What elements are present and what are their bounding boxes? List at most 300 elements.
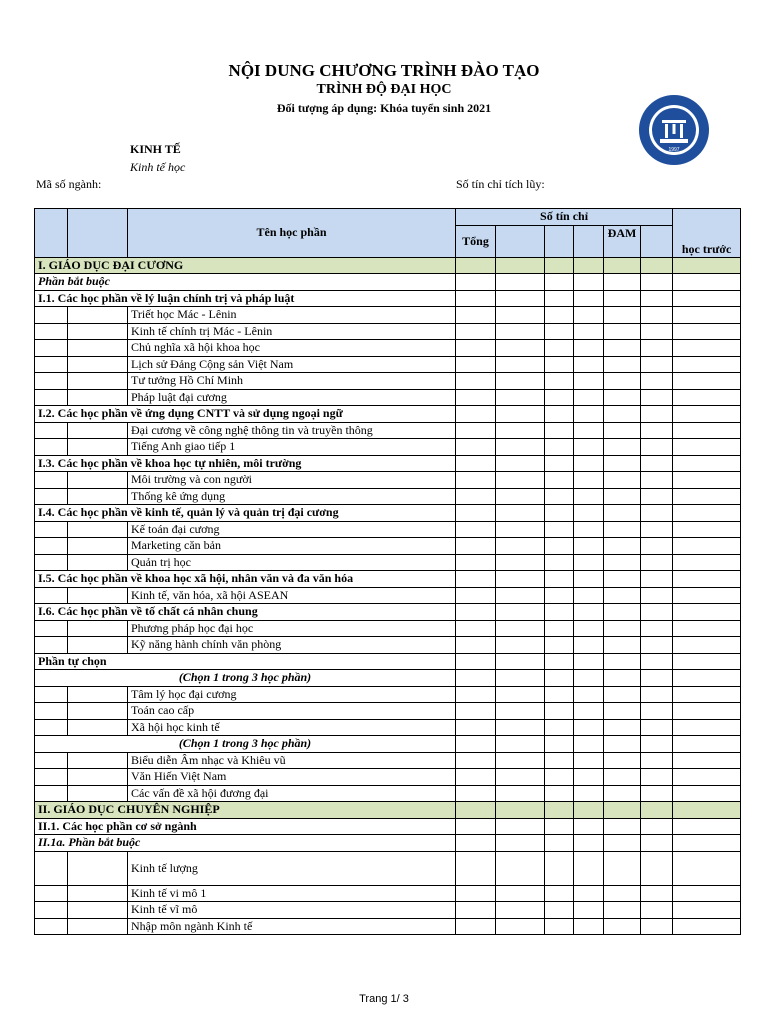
empty-cell: [574, 902, 604, 919]
empty-cell: [68, 472, 128, 489]
header-prerequisite: học trước: [673, 209, 741, 258]
empty-cell: [68, 620, 128, 637]
course-row: [35, 389, 741, 406]
empty-cell: [456, 620, 496, 637]
empty-cell: [641, 719, 673, 736]
empty-cell: [545, 571, 574, 588]
empty-cell: [604, 769, 641, 786]
empty-cell: [673, 736, 741, 753]
empty-cell: [68, 918, 128, 935]
empty-cell: [574, 323, 604, 340]
group-row: [35, 604, 741, 621]
header-credits: Số tín chỉ: [456, 209, 673, 226]
course-name: Toán cao cấp: [128, 703, 456, 720]
document-title: NỘI DUNG CHƯƠNG TRÌNH ĐÀO TẠO: [228, 61, 540, 80]
empty-cell: [68, 703, 128, 720]
empty-cell: [641, 290, 673, 307]
empty-cell: [604, 554, 641, 571]
course-name: Pháp luật đại cương: [128, 389, 456, 406]
empty-cell: [604, 637, 641, 654]
empty-cell: [68, 373, 128, 390]
empty-cell: [641, 505, 673, 522]
empty-cell: [641, 918, 673, 935]
group-row: [35, 406, 741, 423]
empty-cell: [574, 670, 604, 687]
course-name: Kinh tế chính trị Mác - Lênin: [128, 323, 456, 340]
empty-cell: [35, 488, 68, 505]
empty-cell: [456, 290, 496, 307]
empty-cell: [673, 604, 741, 621]
empty-cell: [496, 918, 545, 935]
empty-cell: [641, 670, 673, 687]
empty-cell: [574, 703, 604, 720]
empty-cell: [496, 752, 545, 769]
empty-cell: [574, 356, 604, 373]
header-total: Tổng: [456, 225, 496, 257]
empty-cell: [545, 290, 574, 307]
empty-cell: [456, 455, 496, 472]
empty-cell: [496, 686, 545, 703]
empty-cell: [641, 703, 673, 720]
empty-cell: [35, 356, 68, 373]
empty-cell: [574, 373, 604, 390]
empty-cell: [545, 472, 574, 489]
empty-cell: [35, 918, 68, 935]
empty-cell: [68, 851, 128, 885]
empty-cell: [673, 670, 741, 687]
empty-cell: [496, 356, 545, 373]
course-name: Kinh tế vĩ mô: [128, 902, 456, 919]
empty-cell: [456, 604, 496, 621]
course-name: Xã hội học kinh tế: [128, 719, 456, 736]
empty-cell: [68, 521, 128, 538]
empty-cell: [496, 785, 545, 802]
empty-cell: [456, 670, 496, 687]
empty-cell: [574, 290, 604, 307]
empty-cell: [545, 670, 574, 687]
empty-cell: [456, 752, 496, 769]
empty-cell: [35, 422, 68, 439]
empty-cell: [35, 587, 68, 604]
empty-cell: [545, 554, 574, 571]
empty-cell: [456, 356, 496, 373]
empty-cell: [35, 902, 68, 919]
course-name: Thống kê ứng dụng: [128, 488, 456, 505]
empty-cell: [456, 719, 496, 736]
course-row: [35, 703, 741, 720]
empty-cell: [456, 307, 496, 324]
empty-cell: [496, 439, 545, 456]
empty-cell: [68, 637, 128, 654]
empty-cell: [673, 274, 741, 291]
empty-cell: [604, 455, 641, 472]
empty-cell: [545, 769, 574, 786]
empty-cell: [545, 686, 574, 703]
header-cell: [641, 225, 673, 257]
empty-cell: [496, 571, 545, 588]
empty-cell: [641, 373, 673, 390]
course-name: Đại cương về công nghệ thông tin và truyền thông: [128, 422, 456, 439]
empty-cell: [545, 835, 574, 852]
empty-cell: [68, 323, 128, 340]
empty-cell: [641, 307, 673, 324]
major-subtitle: Kinh tế học: [130, 160, 186, 174]
empty-cell: [545, 373, 574, 390]
empty-cell: [673, 307, 741, 324]
empty-cell: [496, 587, 545, 604]
empty-cell: [35, 389, 68, 406]
empty-cell: [496, 769, 545, 786]
empty-cell: [496, 340, 545, 357]
empty-cell: [604, 802, 641, 819]
course-row: [35, 307, 741, 324]
empty-cell: [673, 802, 741, 819]
empty-cell: [456, 422, 496, 439]
course-name: Phương pháp học đại học: [128, 620, 456, 637]
group-title: I.1. Các học phần về lý luận chính trị và pháp luật: [35, 290, 456, 307]
group-title: I.3. Các học phần về khoa học tự nhiên, môi trường: [35, 455, 456, 472]
section-row: [35, 257, 741, 274]
empty-cell: [641, 587, 673, 604]
empty-cell: [68, 422, 128, 439]
empty-cell: [545, 538, 574, 555]
empty-cell: [545, 653, 574, 670]
university-logo: [638, 94, 710, 166]
empty-cell: [641, 835, 673, 852]
empty-cell: [68, 686, 128, 703]
empty-cell: [545, 455, 574, 472]
empty-cell: [604, 703, 641, 720]
empty-cell: [641, 406, 673, 423]
empty-cell: [574, 736, 604, 753]
empty-cell: [604, 620, 641, 637]
empty-cell: [604, 587, 641, 604]
empty-cell: [574, 307, 604, 324]
empty-cell: [604, 571, 641, 588]
empty-cell: [673, 587, 741, 604]
empty-cell: [496, 389, 545, 406]
group-row: [35, 818, 741, 835]
empty-cell: [456, 653, 496, 670]
empty-cell: [574, 521, 604, 538]
empty-cell: [604, 439, 641, 456]
course-row: [35, 620, 741, 637]
empty-cell: [574, 785, 604, 802]
empty-cell: [35, 719, 68, 736]
empty-cell: [496, 802, 545, 819]
group-row: [35, 653, 741, 670]
empty-cell: [604, 835, 641, 852]
empty-cell: [545, 752, 574, 769]
empty-cell: [574, 439, 604, 456]
empty-cell: [641, 604, 673, 621]
course-name: Tâm lý học đại cương: [128, 686, 456, 703]
empty-cell: [496, 290, 545, 307]
empty-cell: [456, 274, 496, 291]
empty-cell: [35, 620, 68, 637]
empty-cell: [545, 505, 574, 522]
empty-cell: [35, 373, 68, 390]
course-row: [35, 323, 741, 340]
course-row: [35, 422, 741, 439]
empty-cell: [673, 356, 741, 373]
group-title: Phần bắt buộc: [35, 274, 456, 291]
empty-cell: [496, 885, 545, 902]
empty-cell: [641, 274, 673, 291]
empty-cell: [68, 488, 128, 505]
empty-cell: [545, 851, 574, 885]
empty-cell: [35, 785, 68, 802]
header-cell: [496, 225, 545, 257]
empty-cell: [673, 290, 741, 307]
empty-cell: [673, 885, 741, 902]
course-name: Triết học Mác - Lênin: [128, 307, 456, 324]
empty-cell: [604, 488, 641, 505]
page-number: Trang 1/ 3: [359, 993, 409, 1005]
empty-cell: [673, 505, 741, 522]
empty-cell: [673, 455, 741, 472]
empty-cell: [604, 521, 641, 538]
empty-cell: [604, 736, 641, 753]
major-name: KINH TẾ: [130, 142, 181, 156]
empty-cell: [456, 323, 496, 340]
empty-cell: [496, 406, 545, 423]
empty-cell: [604, 373, 641, 390]
empty-cell: [673, 686, 741, 703]
empty-cell: [641, 521, 673, 538]
course-row: [35, 373, 741, 390]
empty-cell: [574, 851, 604, 885]
course-row: [35, 769, 741, 786]
table-header-row: [35, 209, 741, 226]
course-name: Tư tưởng Hồ Chí Minh: [128, 373, 456, 390]
empty-cell: [641, 736, 673, 753]
empty-cell: [496, 670, 545, 687]
section-row: [35, 802, 741, 819]
empty-cell: [604, 422, 641, 439]
empty-cell: [673, 340, 741, 357]
empty-cell: [35, 703, 68, 720]
empty-cell: [574, 257, 604, 274]
empty-cell: [496, 818, 545, 835]
empty-cell: [604, 307, 641, 324]
empty-cell: [673, 719, 741, 736]
course-name: Lịch sử Đảng Cộng sản Việt Nam: [128, 356, 456, 373]
course-row: [35, 851, 741, 885]
empty-cell: [456, 389, 496, 406]
empty-cell: [604, 885, 641, 902]
empty-cell: [456, 885, 496, 902]
empty-cell: [641, 851, 673, 885]
empty-cell: [545, 389, 574, 406]
elective-note-row: [35, 670, 741, 687]
empty-cell: [496, 307, 545, 324]
empty-cell: [574, 653, 604, 670]
empty-cell: [545, 637, 574, 654]
empty-cell: [456, 472, 496, 489]
empty-cell: [673, 422, 741, 439]
course-name: Kinh tế, văn hóa, xã hội ASEAN: [128, 587, 456, 604]
empty-cell: [604, 851, 641, 885]
empty-cell: [496, 538, 545, 555]
empty-cell: [35, 637, 68, 654]
empty-cell: [641, 885, 673, 902]
empty-cell: [604, 505, 641, 522]
empty-cell: [545, 818, 574, 835]
empty-cell: [545, 785, 574, 802]
empty-cell: [574, 455, 604, 472]
empty-cell: [68, 356, 128, 373]
empty-cell: [496, 521, 545, 538]
course-row: [35, 554, 741, 571]
empty-cell: [604, 686, 641, 703]
empty-cell: [641, 538, 673, 555]
empty-cell: [673, 769, 741, 786]
empty-cell: [574, 538, 604, 555]
course-name: Marketing căn bản: [128, 538, 456, 555]
empty-cell: [68, 439, 128, 456]
empty-cell: [604, 538, 641, 555]
header-course-name: Tên học phần: [128, 209, 456, 258]
group-title: Phần tự chọn: [35, 653, 456, 670]
empty-cell: [545, 802, 574, 819]
empty-cell: [673, 323, 741, 340]
empty-cell: [496, 653, 545, 670]
empty-cell: [456, 835, 496, 852]
empty-cell: [574, 818, 604, 835]
empty-cell: [456, 587, 496, 604]
group-row: [35, 455, 741, 472]
empty-cell: [68, 587, 128, 604]
course-row: [35, 538, 741, 555]
empty-cell: [496, 719, 545, 736]
empty-cell: [604, 340, 641, 357]
empty-cell: [545, 356, 574, 373]
course-name: Biểu diễn Âm nhạc và Khiêu vũ: [128, 752, 456, 769]
empty-cell: [641, 637, 673, 654]
empty-cell: [545, 736, 574, 753]
empty-cell: [604, 670, 641, 687]
empty-cell: [35, 554, 68, 571]
empty-cell: [641, 752, 673, 769]
section-title: I. GIÁO DỤC ĐẠI CƯƠNG: [35, 257, 456, 274]
empty-cell: [35, 323, 68, 340]
empty-cell: [496, 604, 545, 621]
empty-cell: [545, 257, 574, 274]
empty-cell: [574, 604, 604, 621]
empty-cell: [641, 785, 673, 802]
empty-cell: [496, 902, 545, 919]
empty-cell: [574, 389, 604, 406]
empty-cell: [673, 257, 741, 274]
course-name: Kỹ năng hành chính văn phòng: [128, 637, 456, 654]
course-row: [35, 885, 741, 902]
section-title: II. GIÁO DỤC CHUYÊN NGHIỆP: [35, 802, 456, 819]
empty-cell: [574, 422, 604, 439]
empty-cell: [673, 538, 741, 555]
empty-cell: [604, 389, 641, 406]
empty-cell: [496, 620, 545, 637]
empty-cell: [673, 918, 741, 935]
empty-cell: [496, 835, 545, 852]
empty-cell: [68, 719, 128, 736]
empty-cell: [673, 389, 741, 406]
empty-cell: [604, 274, 641, 291]
empty-cell: [545, 422, 574, 439]
empty-cell: [641, 620, 673, 637]
empty-cell: [496, 274, 545, 291]
empty-cell: [496, 703, 545, 720]
empty-cell: [641, 554, 673, 571]
empty-cell: [545, 885, 574, 902]
empty-cell: [496, 472, 545, 489]
empty-cell: [641, 571, 673, 588]
empty-cell: [456, 505, 496, 522]
empty-cell: [456, 406, 496, 423]
empty-cell: [35, 769, 68, 786]
course-row: [35, 439, 741, 456]
empty-cell: [545, 918, 574, 935]
empty-cell: [574, 340, 604, 357]
empty-cell: [673, 637, 741, 654]
elective-note-row: [35, 736, 741, 753]
empty-cell: [574, 274, 604, 291]
course-row: [35, 356, 741, 373]
empty-cell: [35, 752, 68, 769]
empty-cell: [641, 389, 673, 406]
empty-cell: [545, 340, 574, 357]
empty-cell: [604, 257, 641, 274]
course-name: Kế toán đại cương: [128, 521, 456, 538]
group-title: I.5. Các học phần về khoa học xã hội, nhân văn và đa văn hóa: [35, 571, 456, 588]
empty-cell: [456, 439, 496, 456]
course-row: [35, 719, 741, 736]
empty-cell: [496, 851, 545, 885]
course-name: Kinh tế lượng: [128, 851, 456, 885]
empty-cell: [641, 356, 673, 373]
empty-cell: [641, 472, 673, 489]
empty-cell: [574, 719, 604, 736]
empty-cell: [574, 752, 604, 769]
course-name: Kinh tế vi mô 1: [128, 885, 456, 902]
group-title: I.4. Các học phần về kinh tế, quản lý và quản trị đại cương: [35, 505, 456, 522]
empty-cell: [641, 686, 673, 703]
empty-cell: [574, 802, 604, 819]
empty-cell: [496, 488, 545, 505]
empty-cell: [456, 340, 496, 357]
empty-cell: [641, 323, 673, 340]
empty-cell: [673, 554, 741, 571]
course-row: [35, 340, 741, 357]
empty-cell: [673, 373, 741, 390]
empty-cell: [496, 736, 545, 753]
course-name: Văn Hiến Việt Nam: [128, 769, 456, 786]
course-row: [35, 521, 741, 538]
header-cell: [574, 225, 604, 257]
empty-cell: [574, 835, 604, 852]
empty-cell: [456, 538, 496, 555]
empty-cell: [35, 439, 68, 456]
group-row: [35, 835, 741, 852]
empty-cell: [35, 885, 68, 902]
empty-cell: [35, 472, 68, 489]
empty-cell: [456, 902, 496, 919]
empty-cell: [545, 587, 574, 604]
empty-cell: [496, 257, 545, 274]
empty-cell: [456, 851, 496, 885]
empty-cell: [68, 785, 128, 802]
empty-cell: [456, 802, 496, 819]
